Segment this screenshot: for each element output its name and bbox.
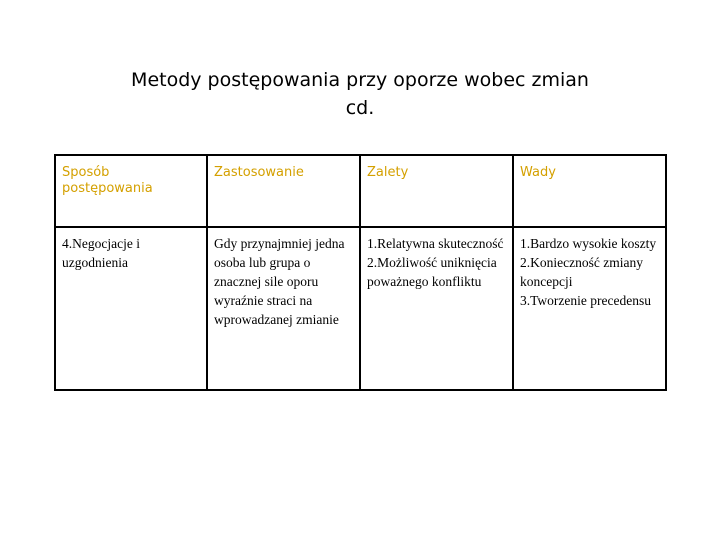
slide-title	[60, 66, 660, 122]
slide-title-line-1: Metody postępowania przy oporze wobec zmian	[131, 69, 589, 91]
header-cell-application: Zastosowanie	[207, 155, 360, 227]
disadvantage-item: 1.Bardzo wysokie koszty	[520, 236, 657, 251]
cell-disadvantages	[513, 227, 666, 390]
disadvantage-item: 3.Tworzenie precedensu	[520, 293, 651, 308]
advantage-item: 2.Możliwość uniknięcia poważnego konfliktu	[367, 255, 497, 289]
slide-title-line-2: cd.	[345, 97, 375, 119]
advantage-item: 1.Relatywna skuteczność	[367, 236, 504, 251]
cell-advantages	[360, 227, 513, 390]
disadvantage-item: 2.Konieczność zmiany koncepcji	[520, 255, 643, 289]
table-header-row	[55, 155, 666, 227]
header-cell-advantages: Zalety	[360, 155, 513, 227]
cell-application	[207, 227, 360, 390]
method-text: 4.Negocjacje i uzgodnienia	[62, 236, 140, 270]
table-row	[55, 227, 666, 390]
header-cell-disadvantages: Wady	[513, 155, 666, 227]
application-text: Gdy przynajmniej jedna osoba lub grupa o znacznej sile oporu wyraźnie straci na wprowadzanej zmianie	[214, 236, 345, 327]
cell-method	[55, 227, 207, 390]
header-cell-method: Sposób postępowania	[55, 155, 207, 227]
methods-table	[54, 154, 667, 391]
